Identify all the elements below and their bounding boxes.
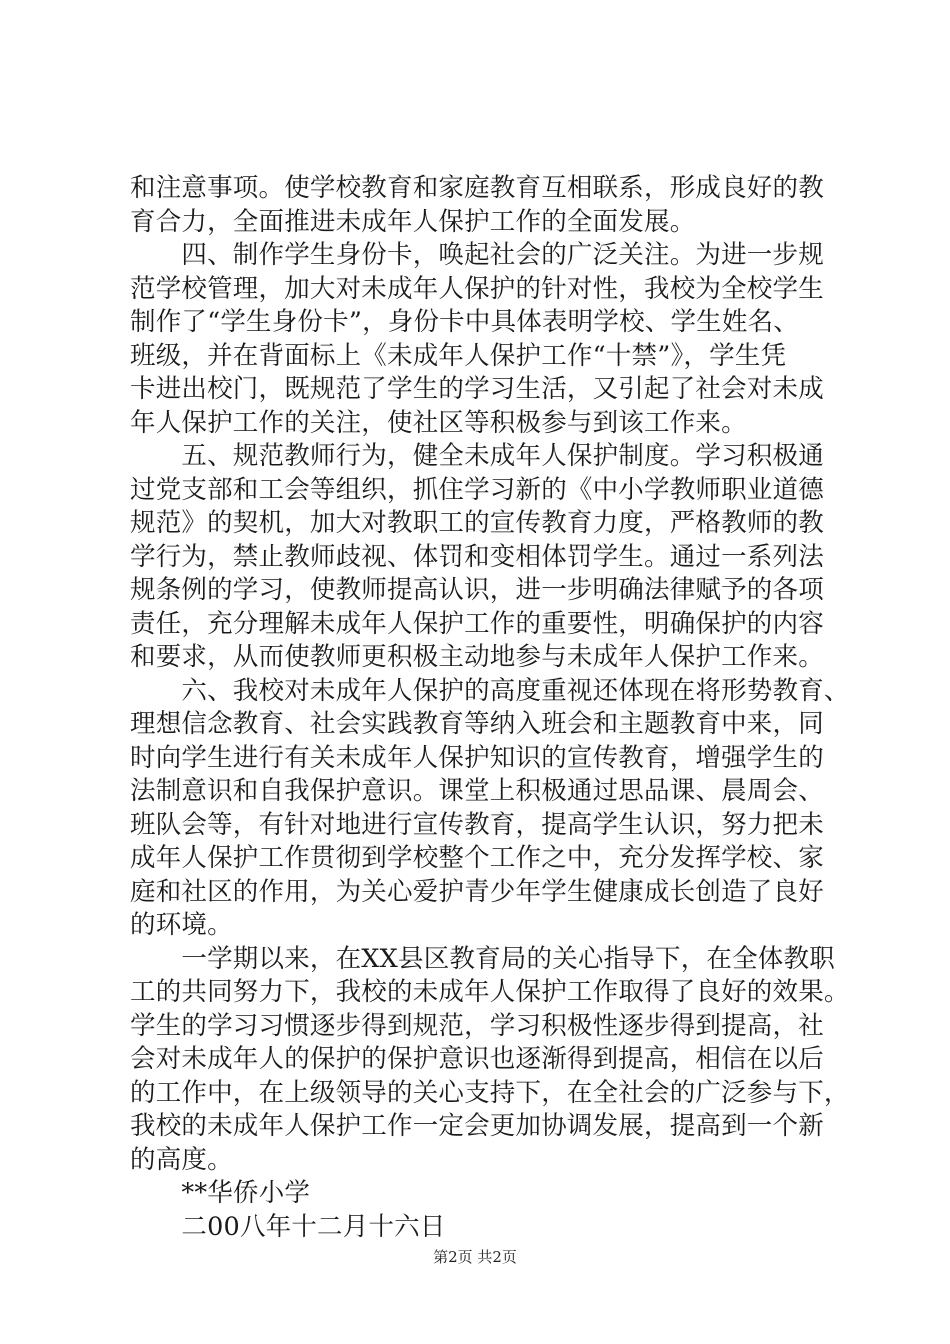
text-line: 时向学生进行有关未成年人保护知识的宣传教育，增强学生的 bbox=[130, 742, 824, 773]
text-line: 过党支部和工会等组织，抓住学习新的《中小学教师职业道德 bbox=[130, 474, 824, 505]
text-line: 学行为，禁止教师歧视、体罚和变相体罚学生。通过一系列法 bbox=[130, 541, 824, 572]
text-line: 和要求，从而使教师更积极主动地参与未成年人保护工作来。 bbox=[130, 642, 824, 672]
text-line: 六、我校对未成年人保护的高度重视还体现在将形势教育、 bbox=[130, 675, 850, 706]
document-body bbox=[130, 172, 850, 1244]
text-line: 工的共同努力下，我校的未成年人保护工作取得了良好的效果。 bbox=[130, 977, 850, 1007]
text-line: 育合力，全面推进未成年人保护工作的全面发展。 bbox=[130, 206, 696, 237]
text-line: 五、规范教师行为，健全未成年人保护制度。学习积极通 bbox=[130, 441, 824, 471]
text-line: 规条例的学习，使教师提高认识，进一步明确法律赋予的各项 bbox=[130, 575, 824, 605]
text-line: 我校的未成年人保护工作一定会更加协调发展，提高到一个新 bbox=[130, 1111, 824, 1141]
text-line: 二00八年十二月十六日 bbox=[130, 1211, 446, 1242]
text-line: 一学期以来，在XX县区教育局的关心指导下，在全体教职 bbox=[130, 943, 835, 974]
page-footer: 第2页 共2页 bbox=[433, 1248, 517, 1266]
text-line: 班队会等，有针对地进行宣传教育，提高学生认识，努力把未 bbox=[130, 809, 824, 840]
text-line: 的工作中，在上级领导的关心支持下，在全社会的广泛参与下， bbox=[130, 1077, 850, 1108]
text-line: **华侨小学 bbox=[130, 1178, 311, 1208]
text-line: 范学校管理，加大对未成年人保护的针对性，我校为全校学生 bbox=[130, 273, 824, 304]
text-line: 学生的学习习惯逐步得到规范，学习积极性逐步得到提高，社 bbox=[130, 1010, 824, 1041]
text-line: 法制意识和自我保护意识。课堂上积极通过思品课、晨周会、 bbox=[130, 776, 824, 806]
text-line: 和注意事项。使学校教育和家庭教育互相联系，形成良好的教 bbox=[130, 173, 824, 203]
text-line: 制作了“学生身份卡”，身份卡中具体表明学校、学生姓名、 bbox=[130, 307, 799, 337]
text-line: 的高度。 bbox=[130, 1144, 233, 1175]
text-line: 责任，充分理解未成年人保护工作的重要性，明确保护的内容 bbox=[130, 608, 824, 639]
text-line: 规范》的契机，加大对教职工的宣传教育力度，严格教师的教 bbox=[130, 508, 824, 538]
text-line: 庭和社区的作用，为关心爱护青少年学生健康成长创造了良好 bbox=[130, 876, 824, 907]
text-line: 四、制作学生身份卡，唤起社会的广泛关注。为进一步规 bbox=[130, 240, 824, 270]
text-line: 卡进出校门，既规范了学生的学习生活，又引起了社会对未成 bbox=[130, 374, 824, 404]
text-line: 的环境。 bbox=[130, 910, 233, 940]
text-line: 会对未成年人的保护的保护意识也逐渐得到提高，相信在以后 bbox=[130, 1044, 824, 1074]
text-line: 年人保护工作的关注，使社区等积极参与到该工作来。 bbox=[130, 407, 747, 438]
text-line: 成年人保护工作贯彻到学校整个工作之中，充分发挥学校、家 bbox=[130, 843, 824, 873]
text-line: 班级，并在背面标上《未成年人保护工作“十禁”》，学生凭 bbox=[130, 340, 787, 371]
text-line: 理想信念教育、社会实践教育等纳入班会和主题教育中来，同 bbox=[130, 709, 824, 739]
